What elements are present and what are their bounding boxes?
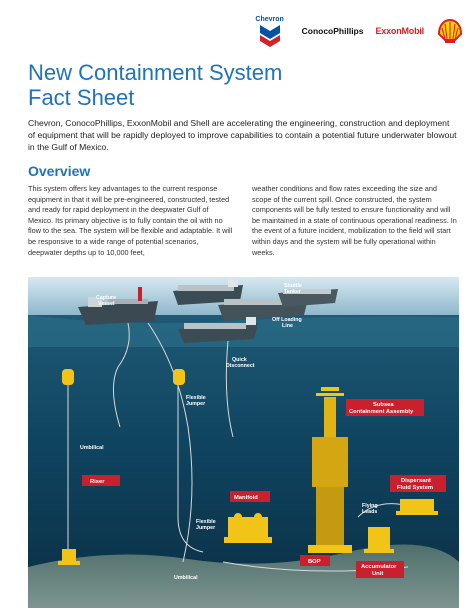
subsea-containment-box	[346, 399, 424, 416]
exxonmobil-logo: ExxonMobil	[375, 26, 424, 36]
umbilical-top-label: Umbilical	[80, 445, 104, 451]
conocophillips-logo: ConocoPhillips	[301, 26, 364, 36]
accumulator-unit	[364, 527, 394, 553]
dispersant-unit	[396, 499, 438, 515]
chevron-logo	[250, 16, 290, 47]
page-title	[28, 60, 358, 110]
flying-leads-label-2: Leads	[362, 509, 378, 515]
accumulator-box-text-2: Unit	[372, 571, 384, 577]
bop-box	[300, 555, 330, 566]
capture-vessel-label-2: Vessel	[98, 301, 115, 307]
title-line-2: Fact Sheet	[28, 85, 135, 110]
intro-paragraph: Chevron, ConocoPhillips, ExxonMobil and Shell are accelerating the engineering, construction and deployment of equipment that will be rapidly deployed to improve capabilities to contain a potential future underwater blowout in the Gulf of Mexico.	[28, 118, 457, 152]
accumulator-box-text-1: Accumulator	[361, 564, 397, 570]
flexible-jumper-top-label-2: Jumper	[186, 401, 206, 407]
containment-system-diagram	[28, 277, 459, 608]
flexible-jumper-top-label-1: Flexible	[186, 395, 206, 401]
flexible-jumper-bottom-label-1: Flexible	[196, 519, 216, 525]
subsea-containment-box-text-2: Containment Assembly	[349, 409, 414, 415]
dispersant-box-text-1: Dispersant	[401, 478, 431, 484]
flying-leads-label-1: Flying	[362, 503, 378, 509]
offloading-line-label-2: Line	[282, 323, 293, 329]
accumulator-box	[356, 561, 404, 578]
subsea-containment-box-text-1: Subsea	[373, 402, 394, 408]
quick-disconnect-label-1: Quick	[232, 357, 247, 363]
umbilical-bottom-label: Umbilical	[174, 575, 198, 581]
manifold-box	[230, 491, 270, 502]
title-line-1: New Containment System	[28, 60, 283, 85]
riser-box-text: Riser	[90, 479, 105, 485]
offloading-line-label-1: Off Loading	[272, 317, 302, 323]
bop-box-text: BOP	[308, 559, 321, 565]
overview-left-column: This system offers key advantages to the current response equipment in that it will be pre-engineered, constructed, tested and ready for rapid deployment in the deepwater Gulf of Mexico. Its primary objective is to fully contain the oil with no flow to the sea. The system will be flexible and adaptable. It will be responsive to a wide range of potential scenarios, deepwater depths up to 10,000 feet,	[28, 184, 233, 257]
capture-vessel-label-1: Capture	[96, 295, 117, 301]
shuttle-tanker-label-2: Tanker	[284, 289, 301, 295]
sponsor-logos	[250, 14, 464, 48]
shuttle-tanker-label-1: Shuttle	[284, 283, 302, 289]
chevron-emblem-icon	[258, 23, 282, 47]
overview-right-column: weather conditions and flow rates exceeding the size and scope of the current spill. Once constructed, the system components will be fully tested to ensure functionality and will be maintained in a state of continuous operational readiness. In the event of a future incident, mobilization to the field will start within days and the system will be fully operational within weeks.	[252, 184, 457, 257]
riser-box	[82, 475, 120, 486]
manifold-box-text: Manifold	[234, 495, 258, 501]
shell-pecten-icon	[436, 17, 464, 45]
chevron-wordmark: Chevron	[255, 15, 284, 23]
dispersant-box-text-2: Fluid System	[397, 485, 434, 491]
flexible-jumper-bottom-label-2: Jumper	[196, 525, 216, 531]
quick-disconnect-label-2: Disconnect	[226, 363, 255, 369]
overview-heading: Overview	[28, 163, 91, 179]
dispersant-box	[390, 475, 446, 492]
manifold-structure	[224, 513, 272, 543]
